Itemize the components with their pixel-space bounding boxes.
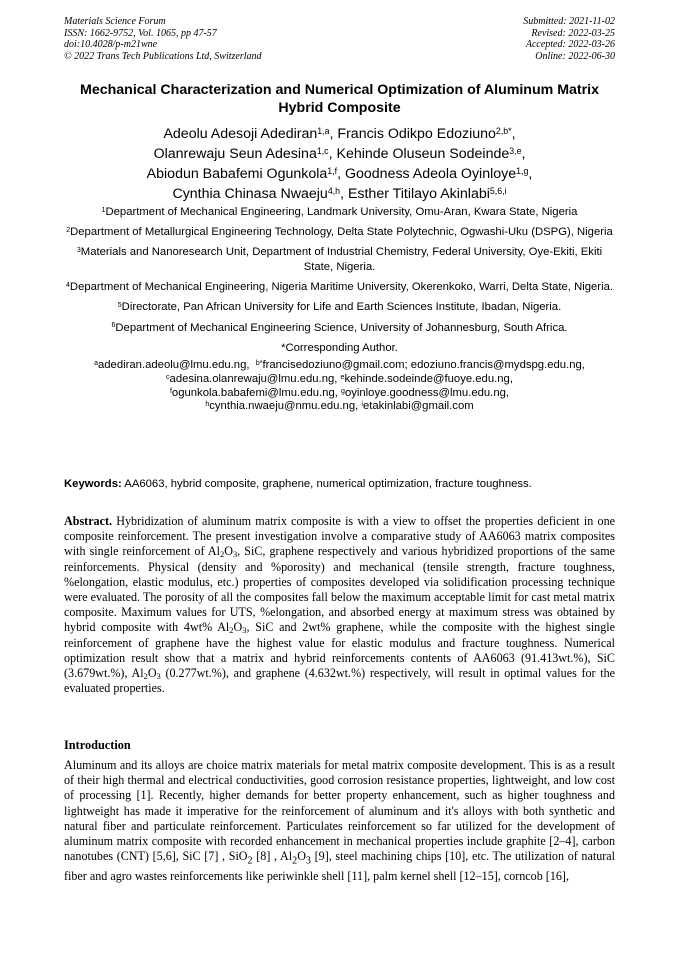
email-link[interactable]: cynthia.nwaeju@nmu.edu.ng,	[209, 400, 359, 413]
keywords-label: Keywords:	[64, 478, 122, 490]
subscript: 3	[156, 671, 161, 682]
author-name: Francis Odikpo Edoziuno	[337, 126, 496, 142]
body-text: Aluminum and its alloys are choice matrix materials for metal matrix composite development. This is as a result of their high thermal and electrical conductivities, good corrosion resistance properties, lightweight, and low cost of processing [1]. Recently, higher demands for better property enhancement, such as higher toughness and lightweight has made it imperative for the reinforcement of aluminum and it's alloys with both synthetic and natural fiber and particulate reinforcement. Particulates reinforcement so far utilized for the development of aluminum matrix composite with recorded enhancement in mechanical properties include graphite [2–4], carbon nanotubes (CNT) [5,6], SiC [7] , SiO	[64, 758, 615, 864]
affiliation-sup: 6	[111, 322, 116, 330]
affiliation-sup: 5	[117, 302, 122, 310]
affiliation-text: Department of Mechanical Engineering, Nigeria Maritime University, Okerenkoko, Warri, Delta State, Nigeria.	[69, 281, 613, 294]
author-name: Kehinde Oluseun Sodeinde	[336, 146, 510, 162]
affiliation	[64, 300, 615, 315]
affiliation	[64, 280, 615, 295]
affiliation	[64, 245, 615, 274]
affiliation	[64, 225, 615, 240]
abstract-text: , SiC, graphene respectively and various hybridized proportions of the same reinforcements. Physical (density and %porosity) and mechanical (tensile strength, fracture toughness, %elongation, elastic modulus, etc.) properties of composites developed via solidification processing technique were evaluated. The porosity of all the composites fall below the maximum acceptable limit for cast metal matrix composite. Maximum values for UTS, %elongation, and absorbed energy at maximum stress was obtained by hybrid composite with 4wt% Al	[64, 544, 615, 635]
subscript: 2	[229, 625, 234, 636]
email-sup: c	[166, 373, 170, 381]
author-sup: 2,b*	[495, 126, 512, 137]
journal-header	[64, 16, 262, 62]
email-link[interactable]: adediran.adeolu@lmu.edu.ng,	[97, 359, 250, 372]
abstract-text: , SiC and 2wt% graphene, while the composite with the highest single reinforcement of graphene have the highest value for elastic modulus and fracture toughness. Numerical optimization result show that a matrix and hybrid reinforcements contents of AA6063 (91.413wt.%), SiC (3.679wt.%), Al	[64, 620, 615, 681]
abstract	[64, 514, 615, 696]
abstract-text: O	[224, 544, 233, 559]
affiliation-text: Department of Metallurgical Engineering Technology, Delta State Polytechnic, Ogwashi-Uku (DSPG), Nigeria	[70, 226, 613, 239]
author-separator: ,	[329, 126, 338, 142]
author-separator: ,	[340, 186, 348, 202]
author-name: Abiodun Babafemi Ogunkola	[146, 166, 328, 182]
email-sup: a	[94, 360, 98, 368]
section-heading: Introduction	[64, 738, 131, 752]
abstract-text: O	[147, 666, 157, 681]
affiliation-text: Department of Mechanical Engineering, Landmark University, Omu-Aran, Kwara State, Nigeria	[105, 206, 578, 218]
article-doi: doi:10.4028/p-m21wne	[64, 39, 158, 50]
body-text: [9], steel machining chips [10], etc. The utilization of natural fiber and agro wastes reinforcements like periwinkle shell [11], palm kernel shell [12–15], corncob [16],	[64, 849, 616, 883]
email-link[interactable]: oyinloye.goodness@lmu.edu.ng,	[344, 386, 510, 399]
affiliation-text: Department of Mechanical Engineering Science, University of Johannesburg, South Africa.	[115, 321, 568, 334]
author-sup: 1,a	[317, 126, 330, 137]
subscript: 2	[292, 855, 298, 867]
author-separator: ,	[528, 166, 533, 182]
author-list	[64, 124, 615, 204]
email-sup: g	[341, 387, 345, 395]
author-sup: 1,c	[316, 146, 329, 157]
author-separator: ,	[521, 146, 526, 162]
author-name: Goodness Adeola Oyinloye	[344, 166, 517, 182]
author-separator: ,	[337, 166, 345, 182]
email-sup: b*	[255, 360, 263, 368]
author-name: Olanrewaju Seun Adesina	[153, 146, 317, 162]
subscript: 2	[219, 549, 225, 560]
email-sup: e	[340, 373, 345, 381]
abstract-text: (0.277wt.%), and graphene (4.632wt.%) respectively, will result in optimal values for the evaluated properties.	[64, 666, 615, 696]
journal-issn: ISSN: 1662-9752, Vol. 1065, pp 47-57	[64, 27, 217, 39]
author-sup: 1,g	[516, 166, 529, 177]
author-name: Cynthia Chinasa Nwaeju	[172, 186, 328, 202]
corresponding-author-note: *Corresponding Author.	[281, 341, 398, 354]
body-text: O	[297, 849, 306, 864]
email-line	[64, 373, 615, 387]
author-sup: 4,h	[327, 186, 341, 197]
affiliations	[64, 205, 615, 414]
email-line	[64, 359, 615, 373]
abstract-text: Hybridization of aluminum matrix composite is with a view to offset the properties deficient in one composite reinforcement. The present investigation involve a comparative study of AA6063 matrix composites with single reinforcement of Al	[64, 514, 615, 559]
introduction-text	[64, 758, 615, 884]
subscript: 3	[305, 855, 311, 867]
affiliation-text: Materials and Nanoresearch Unit, Department of Industrial Chemistry, Federal University, Oye-Ekiti, Ekiti State, Nigeria.	[80, 246, 603, 273]
online-date: Online: 2022-06-30	[535, 50, 615, 62]
author-name: Esther Titilayo Akinlabi	[347, 186, 490, 202]
email-sup: h	[205, 401, 210, 409]
email-link[interactable]: adesina.olanrewaju@lmu.edu.ng,	[169, 373, 338, 386]
subscript: 3	[242, 625, 247, 636]
paper-title: Mechanical Characterization and Numerical Optimization of Aluminum Matrix Hybrid Composite	[80, 82, 599, 116]
keywords-text: AA6063, hybrid composite, graphene, numerical optimization, fracture toughness.	[121, 478, 532, 490]
submitted-date: Submitted: 2021-11-02	[523, 16, 615, 27]
author-emails	[64, 359, 615, 414]
affiliation-sup: 4	[66, 282, 70, 290]
author-separator: ,	[511, 126, 516, 142]
affiliation	[64, 321, 615, 336]
journal-name: Materials Science Forum	[64, 16, 166, 27]
affiliation-sup: 1	[101, 206, 106, 214]
email-link[interactable]: francisedoziuno@gmail.com; edoziuno.francis@mydspg.edu.ng,	[262, 359, 585, 372]
affiliation-text: Directorate, Pan African University for Life and Earth Sciences Institute, Ibadan, Nigeria.	[121, 301, 562, 314]
email-sup: i	[361, 401, 363, 409]
author-sup: 1,f	[327, 166, 338, 177]
subscript: 2	[247, 855, 253, 867]
author-separator: ,	[328, 146, 337, 162]
affiliation-sup: 3	[76, 247, 81, 255]
abstract-label: Abstract.	[64, 514, 113, 528]
abstract-text: O	[233, 620, 243, 635]
subscript: 3	[232, 549, 238, 560]
email-line	[64, 400, 615, 414]
revised-date: Revised: 2022-03-25	[531, 27, 615, 39]
email-link[interactable]: ogunkola.babafemi@lmu.edu.ng,	[171, 386, 338, 399]
copyright-notice: © 2022 Trans Tech Publications Ltd, Switzerland	[64, 50, 262, 62]
author-sup: 5,6,i	[489, 186, 507, 197]
author-sup: 3,e	[509, 146, 522, 157]
subscript: 2	[143, 671, 148, 682]
email-link[interactable]: etakinlabi@gmail.com	[362, 400, 474, 413]
body-text: [8] , Al	[252, 849, 293, 864]
affiliation	[64, 205, 615, 220]
accepted-date: Accepted: 2022-03-26	[525, 39, 615, 50]
email-link[interactable]: kehinde.sodeinde@fuoye.edu.ng,	[344, 373, 513, 386]
email-sup: f	[169, 387, 172, 395]
email-line	[64, 387, 615, 401]
affiliation-sup: 2	[66, 227, 71, 235]
dates-header	[523, 16, 615, 62]
keywords	[64, 477, 615, 491]
author-name: Adeolu Adesoji Adediran	[163, 126, 318, 142]
